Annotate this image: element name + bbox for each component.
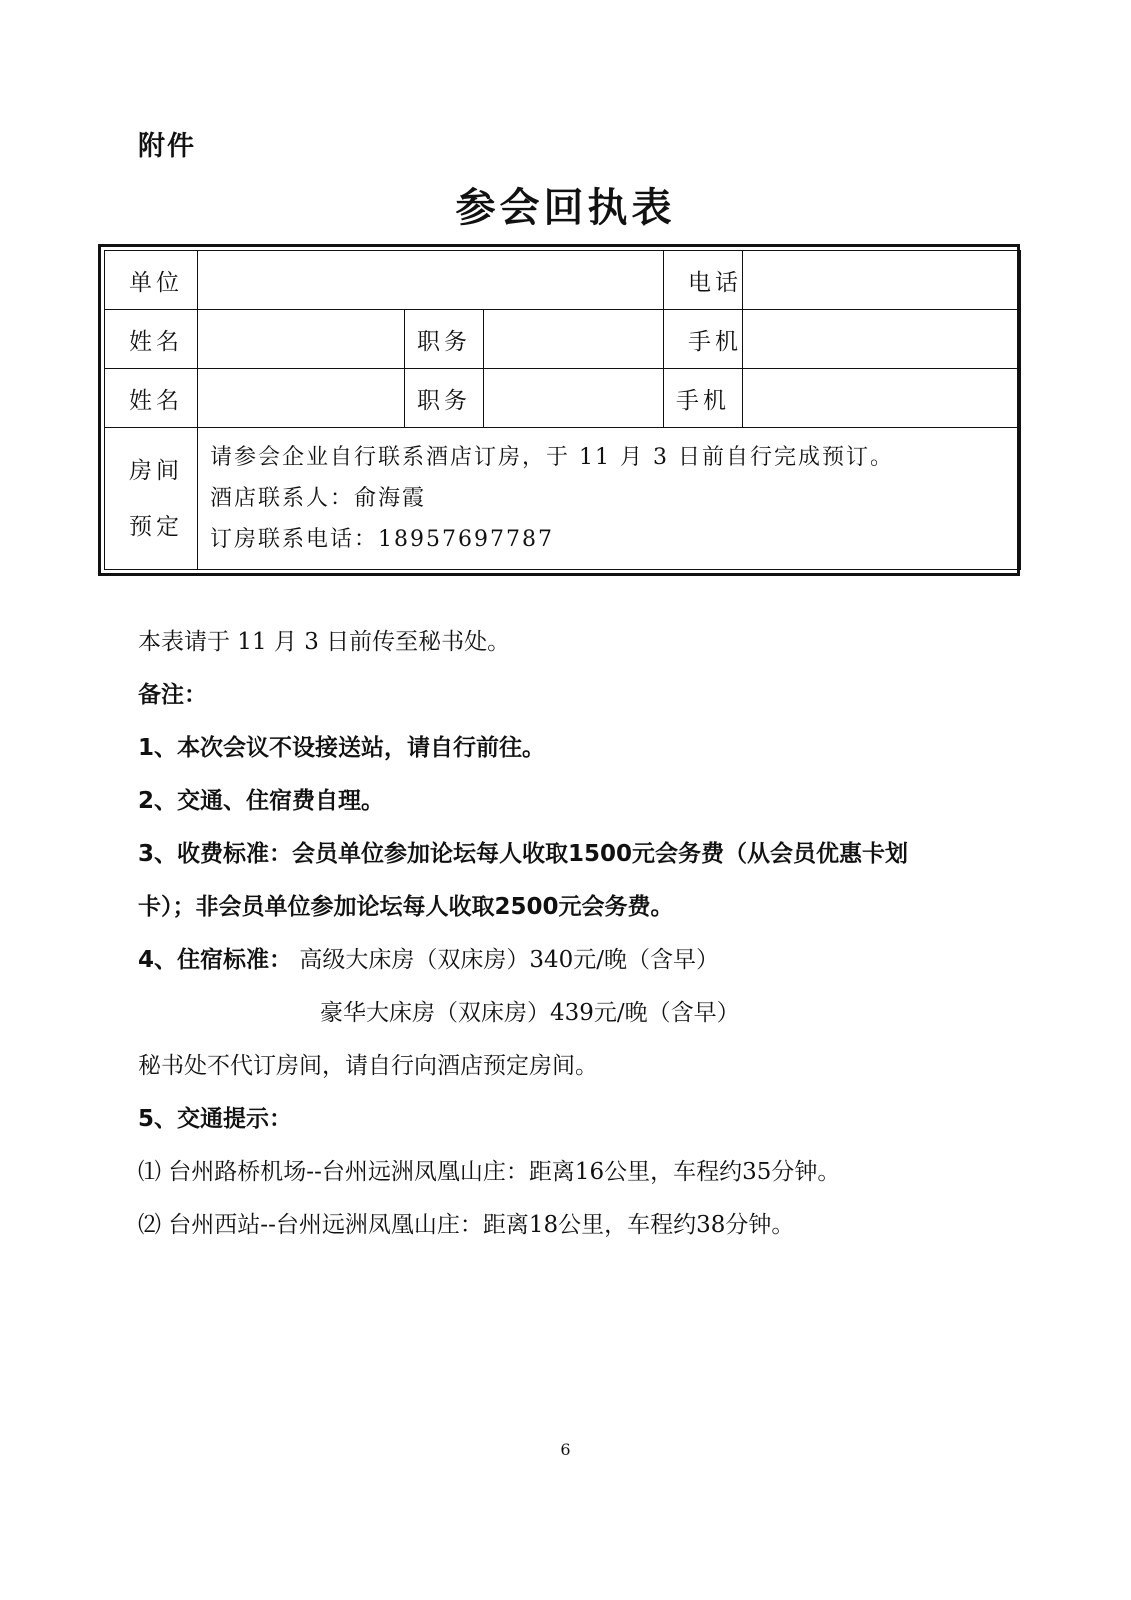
hotel-contact: 酒店联系人：俞海霞	[210, 486, 427, 511]
page-title: 参会回执表	[455, 185, 676, 231]
note-item-5: 5、交通提示：	[138, 1106, 293, 1132]
position-label: 职务	[405, 369, 484, 428]
note-item-3-line1: 3、收费标准：会员单位参加论坛每人收取1500元会务费（从会员优惠卡划	[138, 841, 909, 867]
attendee-row	[105, 369, 1021, 428]
position-field[interactable]	[484, 310, 664, 369]
unit-label: 单位	[105, 251, 198, 310]
route-2: ⑵ 台州西站--台州远洲凤凰山庄：距离18公里，车程约38分钟。	[138, 1212, 795, 1238]
attendee-row	[105, 310, 1021, 369]
lodging-note: 秘书处不代订房间，请自行向酒店预定房间。	[138, 1053, 598, 1079]
lodging-room-2: 豪华大床房（双床房）439元/晚（含早）	[320, 1000, 740, 1026]
room-booking-info	[198, 428, 1021, 570]
position-label: 职务	[405, 310, 484, 369]
lodging-label: 4、住宿标准：	[138, 947, 293, 973]
note-item-2: 2、交通、住宿费自理。	[138, 788, 385, 814]
registration-table	[104, 250, 1021, 570]
mobile-field[interactable]	[743, 310, 1021, 369]
note-item-4	[138, 940, 1018, 993]
note-item-1: 1、本次会议不设接送站，请自行前往。	[138, 735, 546, 761]
name-field[interactable]	[198, 369, 405, 428]
deadline-note: 本表请于 11 月 3 日前传至秘书处。	[138, 629, 511, 655]
route-1: ⑴ 台州路桥机场--台州远洲凤凰山庄：距离16公里，车程约35分钟。	[138, 1159, 841, 1185]
room-label-line: 房间	[129, 457, 183, 484]
registration-form	[98, 244, 1020, 576]
phone-label: 电话	[664, 251, 743, 310]
room-booking-instruction: 请参会企业自行联系酒店订房，于 11 月 3 日前自行完成预订。	[210, 445, 894, 470]
mobile-label: 手机	[664, 369, 743, 428]
room-label-line: 预定	[129, 513, 183, 540]
note-item-3-line2: 卡）；非会员单位参加论坛每人收取2500元会务费。	[138, 894, 674, 920]
room-booking-label	[105, 428, 198, 570]
name-label: 姓名	[105, 310, 198, 369]
mobile-label: 手机	[664, 310, 743, 369]
room-booking-row	[105, 428, 1021, 570]
position-field[interactable]	[484, 369, 664, 428]
page-number: 6	[560, 1440, 571, 1459]
name-label: 姓名	[105, 369, 198, 428]
lodging-room-1: 高级大床房（双床房）340元/晚（含早）	[299, 947, 719, 973]
unit-row	[105, 251, 1021, 310]
remarks-label: 备注：	[138, 682, 207, 708]
name-field[interactable]	[198, 310, 405, 369]
booking-phone: 订房联系电话：18957697787	[210, 527, 554, 552]
unit-field[interactable]	[198, 251, 664, 310]
phone-field[interactable]	[743, 251, 1021, 310]
attachment-label: 附件	[138, 131, 196, 162]
mobile-field[interactable]	[743, 369, 1021, 428]
notes-section	[138, 622, 1018, 1258]
